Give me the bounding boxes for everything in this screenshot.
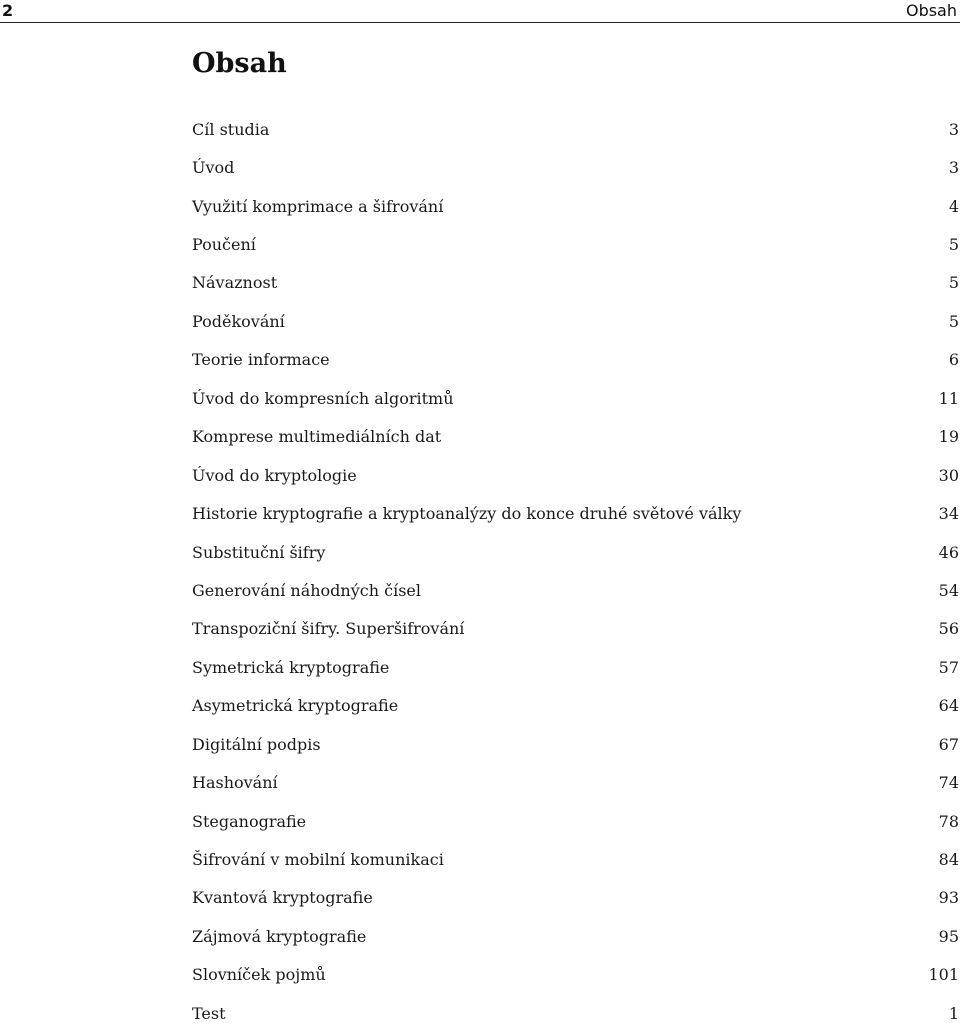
toc-entry-title: Využití komprimace a šifrování bbox=[192, 196, 444, 216]
toc-entry[interactable] bbox=[192, 418, 959, 456]
toc-entry[interactable] bbox=[192, 341, 959, 379]
toc-entry-page: 5 bbox=[948, 311, 959, 331]
toc-entry[interactable] bbox=[192, 379, 959, 417]
page-number: 2 bbox=[2, 1, 14, 20]
toc-entry[interactable] bbox=[192, 994, 959, 1032]
toc-entry-title: Poděkování bbox=[192, 311, 285, 331]
toc-entry-page: 6 bbox=[948, 350, 959, 370]
toc-entry[interactable] bbox=[192, 648, 959, 686]
toc-entry-page: 93 bbox=[938, 888, 959, 908]
toc-list bbox=[192, 110, 959, 1033]
toc-entry-title: Steganografie bbox=[192, 811, 307, 831]
toc-entry[interactable] bbox=[192, 533, 959, 571]
toc-entry-title: Cíl studia bbox=[192, 119, 270, 139]
toc-entry-title: Digitální podpis bbox=[192, 734, 321, 754]
toc-entry[interactable] bbox=[192, 917, 959, 955]
toc-entry-page: 101 bbox=[928, 965, 959, 985]
toc-entry[interactable] bbox=[192, 956, 959, 994]
toc-entry-title: Historie kryptografie a kryptoanalýzy do konce druhé světové války bbox=[192, 504, 742, 524]
toc-entry[interactable] bbox=[192, 187, 959, 225]
toc-entry-page: 84 bbox=[938, 850, 959, 870]
page-header bbox=[0, 0, 960, 23]
toc-entry-title: Substituční šifry bbox=[192, 542, 326, 562]
toc-entry[interactable] bbox=[192, 302, 959, 340]
running-title: Obsah bbox=[905, 1, 957, 20]
toc-entry-title: Hashování bbox=[192, 773, 278, 793]
toc-entry-title: Poučení bbox=[192, 235, 256, 255]
toc-entry[interactable] bbox=[192, 494, 959, 532]
toc-title: Obsah bbox=[192, 48, 287, 79]
toc-entry-page: 1 bbox=[948, 1003, 959, 1023]
toc-entry-page: 3 bbox=[948, 119, 959, 139]
toc-entry[interactable] bbox=[192, 225, 959, 263]
toc-entry-page: 74 bbox=[938, 773, 959, 793]
toc-entry-title: Úvod bbox=[192, 158, 235, 178]
toc-entry[interactable] bbox=[192, 456, 959, 494]
toc-entry-page: 4 bbox=[948, 196, 959, 216]
toc-entry[interactable] bbox=[192, 264, 959, 302]
toc-entry-page: 67 bbox=[938, 734, 959, 754]
toc-entry-title: Transpoziční šifry. Superšifrování bbox=[192, 619, 465, 639]
toc-entry-title: Generování náhodných čísel bbox=[192, 580, 421, 600]
toc-entry[interactable] bbox=[192, 840, 959, 878]
toc-entry-page: 5 bbox=[948, 235, 959, 255]
toc-entry[interactable] bbox=[192, 802, 959, 840]
toc-entry-title: Symetrická kryptografie bbox=[192, 657, 390, 677]
toc-entry[interactable] bbox=[192, 110, 959, 148]
toc-entry[interactable] bbox=[192, 725, 959, 763]
toc-entry-title: Asymetrická kryptografie bbox=[192, 696, 399, 716]
toc-entry-page: 30 bbox=[938, 465, 959, 485]
toc-entry-page: 64 bbox=[938, 696, 959, 716]
toc-entry-page: 95 bbox=[938, 926, 959, 946]
toc-entry[interactable] bbox=[192, 687, 959, 725]
toc-entry[interactable] bbox=[192, 148, 959, 186]
toc-entry[interactable] bbox=[192, 610, 959, 648]
toc-entry-page: 3 bbox=[948, 158, 959, 178]
toc-entry-title: Komprese multimediálních dat bbox=[192, 427, 442, 447]
toc-entry-title: Šifrování v mobilní komunikaci bbox=[192, 850, 444, 870]
toc-entry-page: 56 bbox=[938, 619, 959, 639]
toc-entry-page: 34 bbox=[938, 504, 959, 524]
toc-entry-title: Kvantová kryptografie bbox=[192, 888, 373, 908]
toc-entry-title: Zájmová kryptografie bbox=[192, 926, 367, 946]
toc-entry[interactable] bbox=[192, 879, 959, 917]
toc-entry-page: 57 bbox=[938, 657, 959, 677]
toc-entry-page: 46 bbox=[938, 542, 959, 562]
toc-entry-title: Úvod do kryptologie bbox=[192, 465, 357, 485]
toc-entry-title: Úvod do kompresních algoritmů bbox=[192, 388, 454, 408]
toc-entry-title: Slovníček pojmů bbox=[192, 965, 326, 985]
toc-entry-page: 78 bbox=[938, 811, 959, 831]
toc-entry[interactable] bbox=[192, 763, 959, 801]
toc-entry[interactable] bbox=[192, 571, 959, 609]
toc-entry-title: Test bbox=[192, 1003, 226, 1023]
toc-entry-page: 11 bbox=[938, 388, 959, 408]
toc-entry-title: Teorie informace bbox=[192, 350, 330, 370]
toc-entry-page: 54 bbox=[938, 580, 959, 600]
toc-entry-page: 5 bbox=[948, 273, 959, 293]
toc-entry-title: Návaznost bbox=[192, 273, 278, 293]
toc-entry-page: 19 bbox=[938, 427, 959, 447]
